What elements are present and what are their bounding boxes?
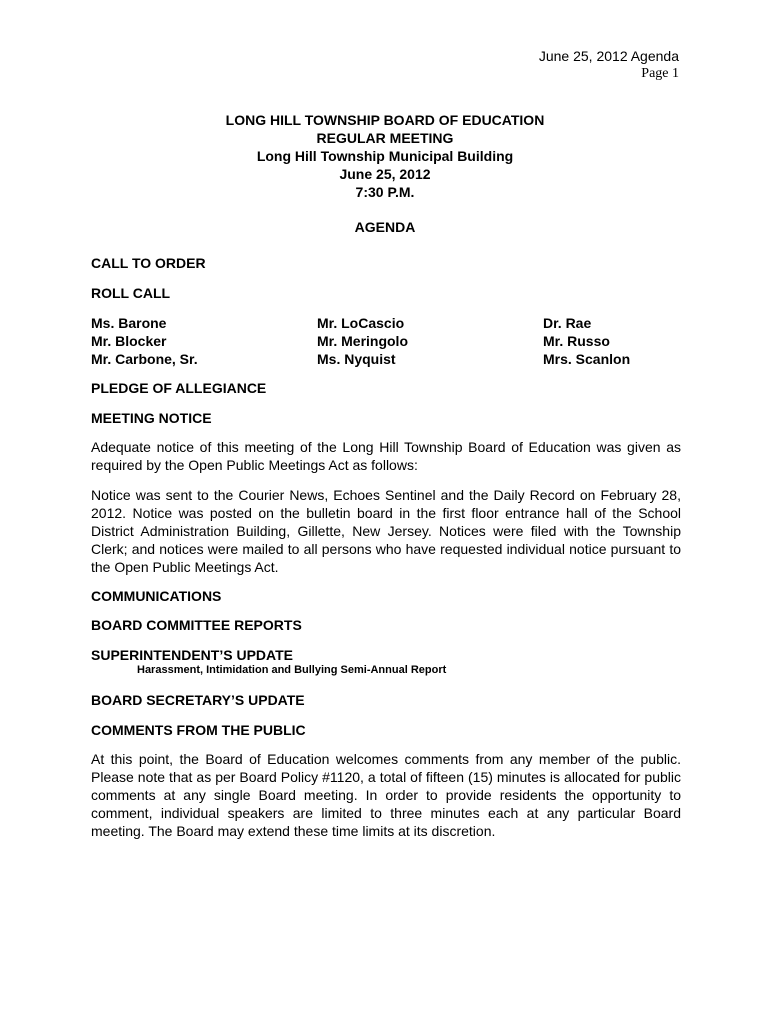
secretary-update-heading: BOARD SECRETARY’S UPDATE: [91, 692, 305, 708]
roll-call-column-1: [91, 314, 198, 368]
roll-call-member: Mr. Carbone, Sr.: [91, 351, 198, 367]
meeting-notice-heading: MEETING NOTICE: [91, 410, 212, 426]
agenda-date: June 25, 2012 Agenda: [538, 48, 679, 64]
communications-heading: COMMUNICATIONS: [91, 588, 222, 604]
roll-call-column-3: [543, 314, 630, 368]
title-date: June 25, 2012: [339, 166, 431, 182]
page-header: [539, 47, 679, 83]
title-location: Long Hill Township Municipal Building: [256, 148, 514, 164]
superintendent-subitem: Harassment, Intimidation and Bullying Semi-Annual Report: [137, 664, 447, 676]
agenda-heading: AGENDA: [354, 219, 416, 235]
document-title: [0, 111, 770, 201]
roll-call-member: Mrs. Scanlon: [543, 351, 631, 367]
public-comments-heading: COMMENTS FROM THE PUBLIC: [91, 722, 306, 738]
notice-intro-paragraph: Adequate notice of this meeting of the Long Hill Township Board of Education was given as required by the Open Public Meetings Act as follows:: [91, 439, 681, 473]
roll-call-heading: ROLL CALL: [91, 285, 171, 301]
roll-call-member: Dr. Rae: [543, 315, 592, 331]
pledge-heading: PLEDGE OF ALLEGIANCE: [91, 380, 267, 396]
title-organization: LONG HILL TOWNSHIP BOARD OF EDUCATION: [225, 112, 545, 128]
title-meeting-type: REGULAR MEETING: [316, 130, 454, 146]
title-time: 7:30 P.M.: [355, 184, 415, 200]
roll-call-member: Ms. Nyquist: [317, 351, 396, 367]
public-comment-policy-paragraph: At this point, the Board of Education welcomes comments from any member of the public. Please note that as per Board Policy #1120, a total of fifteen (15) minutes is allocated for public comments at any single Board meeting. In order to provide residents the opportunity to comment, individual speakers are limited to three minutes each at any particular Board meeting. The Board may extend these time limits at its discretion.: [91, 751, 681, 839]
roll-call-column-2: [317, 314, 408, 368]
roll-call-member: Ms. Barone: [91, 315, 167, 331]
superintendent-update-heading: SUPERINTENDENT’S UPDATE: [91, 647, 293, 663]
roll-call-member: Mr. Blocker: [91, 333, 167, 349]
committee-reports-heading: BOARD COMMITTEE REPORTS: [91, 617, 302, 633]
notice-details-paragraph: Notice was sent to the Courier News, Echoes Sentinel and the Daily Record on February 28, 2012. Notice was posted on the bulletin board in the first floor entrance hall of the School District Administration Building, Gillette, New Jersey. Notices were filed with the Township Clerk; and notices were mailed to all persons who have requested individual notice pursuant to the Open Public Meetings Act.: [91, 487, 681, 575]
roll-call-member: Mr. Meringolo: [317, 333, 408, 349]
call-to-order-heading: CALL TO ORDER: [91, 255, 206, 271]
roll-call-member: Mr. Russo: [543, 333, 610, 349]
roll-call-member: Mr. LoCascio: [317, 315, 405, 331]
page-number: Page 1: [641, 66, 679, 81]
